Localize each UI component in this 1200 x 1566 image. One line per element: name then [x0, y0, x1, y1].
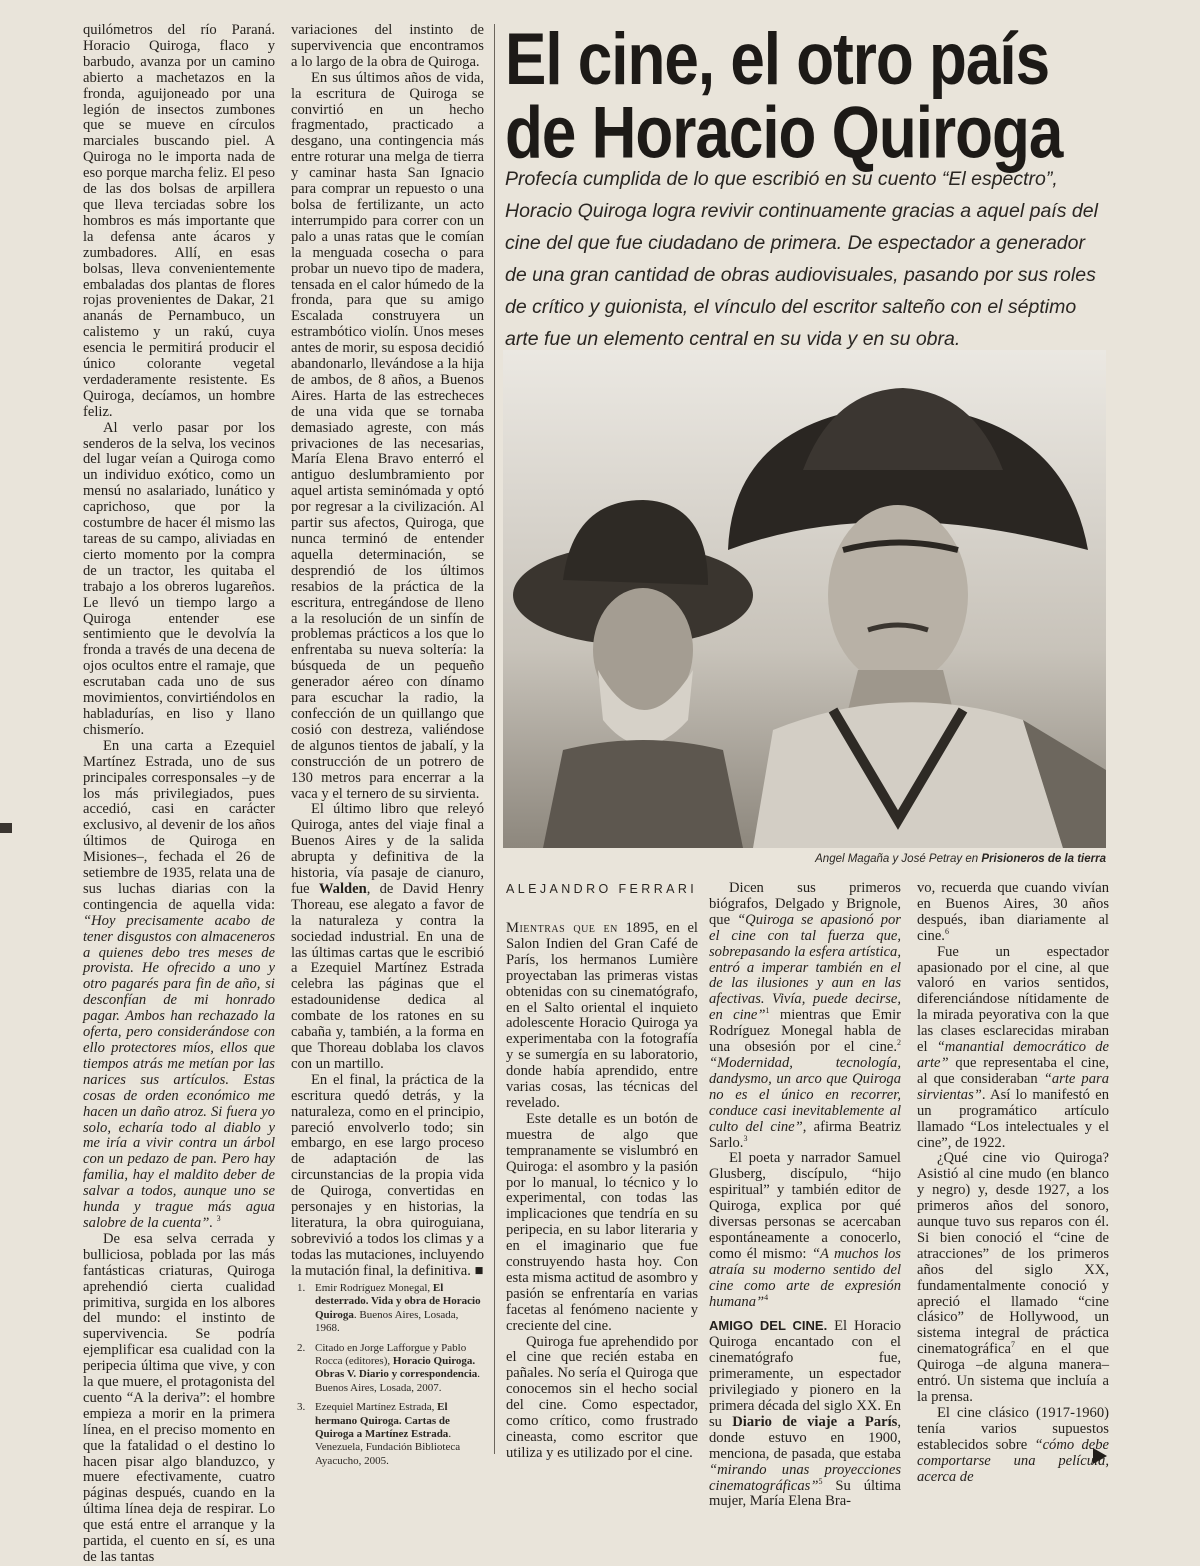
paragraph: ¿Qué cine vio Quiroga? Asistió al cine mudo (en blanco y negro) y, desde 1927, a los primeros años del sonoro, aunque tuvo sus reparos con él. Si bien conoció el “cine de atracciones” de los primeros años del siglo XX, fundamentalmente conoció y apreció el llamado “cine clásico” de Hollywood, un sistema integral de práctica cinematográfica$^7$ en el que Quiroga –de alguna manera– entró. Un sistema que incluía a la prensa. [917, 1150, 1109, 1405]
book-title: Walden [318, 880, 367, 897]
registration-mark [0, 823, 12, 833]
paragraph: AMIGO DEL CINE. El Horacio Quiroga encantado con el cinematógrafo fue, primeramente, un espectador privilegiado y pionero en la primera década del siglo XX. En su Diario de viaje a París, donde estuvo en 1900, menciona, de pasada, que estaba “mirando unas proyecciones cinematográficas”$^5$ Su última mujer, María Elena Bra- [709, 1318, 901, 1510]
paragraph: Fue un espectador apasionado por el cine, al que valoró en varios sentidos, diferenciándose nítidamente de la mirada peyorativa con la que las clases esclarecidas miraban el “manantial democrático de arte” que representaba el cine, al que consideraban “arte para sirvientas”. Así lo manifestó en un programático artículo llamado “Los intelectuales y el cine”, de 1922. [917, 943, 1109, 1151]
paragraph: quilómetros del río Paraná. Horacio Quiroga, flaco y barbudo, avanza por un camino abierto a machetazos en la fronda, aguijoneado por una legión de insectos zumbones que se mueve en círculos marciales buscando piel. A Quiroga no le importa nada de eso porque marcha feliz. El peso de las dos bolsas de arpillera que lleva terciadas sobre los hombros es más importante que la defensa ante ácaros y zumbadores. Allí, en esas bolsas, lleva convenientemente embaladas dos plantas de flores rojas provenientes de Dakar, 21 ananás de Pernambuco, un calistemo y un rakú, cuya esencia le permitirá producir el único colorante vegetal verdaderamente resistente. Es Quiroga, decíamos, un hombre feliz. [83, 22, 275, 420]
footnote: 3. Ezequiel Martínez Estrada, El hermano Quiroga. Cartas de Quiroga a Martínez Estrada. Venezuela, Fundación Biblioteca Ayacucho, 2005. [297, 1401, 461, 1467]
headline: El cine, el otro país de Horacio Quiroga [505, 19, 1063, 174]
continue-arrow-icon [1093, 1448, 1107, 1464]
column-3 [506, 921, 698, 1462]
paragraph: El cine clásico (1917-1960) tenía varios supuestos establecidos sobre “cómo debe comportarse una película, acerca de [917, 1404, 1109, 1485]
footnote-ref: 3 [216, 1214, 221, 1224]
paragraph: En el final, la práctica de la escritura quedó detrás, y la naturaleza, como en el principio, pareció envolverlo todo; sin embargo, en ese largo proceso de adaptación de las circunstancias de la propia vida de Quiroga, convertidas en personajes y en historias, la literatura, la obra quiroguiana, sobrevivió a todos los climas y a todas las mutaciones, incluyendo la mutación final, la definitiva. ■ [291, 1071, 484, 1279]
photo-caption: Angel Magaña y José Petray en Prisioneros de la tierra [815, 853, 1106, 865]
footnotes [297, 1282, 483, 1474]
column-5 [917, 881, 1109, 1485]
column-4 [709, 881, 901, 1510]
column-divider [494, 24, 495, 1454]
lead-in: Mientras que en [506, 920, 618, 936]
paragraph: variaciones del instinto de supervivencia que encontramos a lo largo de la obra de Quiroga. [291, 22, 484, 70]
paragraph: Quiroga fue aprehendido por el cine que recién estaba en pañales. No sería el Quiroga que conocemos sin el hecho social del cine. Como espectador, como crítico, como frustrado cineasta, como escritor que utiliza y es utilizado por el cine. [506, 1333, 698, 1461]
paragraph: Mientras que en 1895, en el Salon Indien del Gran Café de París, los hermanos Lumière proyectaban las primeras vistas obtenidas con su cinematógrafo, en el Salto oriental el inquieto adolescente Horacio Quiroga ya experimentaba con la fotografía y se sumergía en su laboratorio, donde había aprendido, entre varias cosas, las técnicas del revelado. [506, 920, 698, 1111]
byline: ALEJANDRO FERRARI [506, 882, 698, 896]
footnote: 1. Emir Rodríguez Monegal, El desterrado. Vida y obra de Horacio Quiroga. Buenos Aires, Losada, 1968. [297, 1282, 481, 1335]
paragraph: En una carta a Ezequiel Martínez Estrada, uno de sus principales corresponsales –y de los más privilegiados, pues accedió, casi en carácter exclusivo, al devenir de los años últimos de Quiroga en Misiones–, fechada el 26 de setiembre de 1935, relata una de sus luchas diarias con la contingencia de aquella vida: “Hoy precisamente acabo de tener disgustos con almaceneros a quienes debo tres meses de provista. He ofrecido a uno y otro pagarés para fin de año, si desconfían de mi honrado pagar. Ambos han rechazado la oferta, pero considerándose con ello protectores míos, ellos que tiempos atrás me metían por las narices sus artículos. Estas cosas de orden económico me hacen un daño atroz. Si fuera yo solo, echaría todo al diablo y me iría a vivir contra un árbol con un pedazo de pan. Pero hay familia, hay el maldito deber de salvar a todos, aunque uno se hunda y trague más agua salobre de la cuenta”. $^3$ [83, 737, 275, 1231]
paragraph: De esa selva cerrada y bulliciosa, poblada por las más fantásticas criaturas, Quiroga aprehendió cierta cualidad primitiva, surgida en los albores del mundo: el instinto de supervivencia. Se podría ejemplificar esa cualidad con la peripecia última que vive, y con la que muere, el protagonista del cuento “A la deriva”: el hombre empieza a morir en la primera línea, en el preciso momento en que la fatalidad o el destino lo hacen pisar algo blanduzco, y muere efectivamente, cuatro páginas después, cuando en la última línea deja de respirar. Lo que está entre el arranque y la partida, el cuento en sí, es una de las tantas [83, 1230, 275, 1565]
footnote: 2. Citado en Jorge Lafforgue y Pablo Rocca (editores), Horacio Quiroga. Obras V. Diario y correspondencia. Buenos Aires, Losada, 2007. [297, 1341, 481, 1394]
section-subhead: AMIGO DEL CINE. [709, 1318, 828, 1334]
paragraph: El poeta y narrador Samuel Glusberg, discípulo, “hijo espiritual” y también editor de Quiroga, explica por qué diversas personas se acercaban espontáneamente a conocerlo, como él mismo: “A muchos los atraía su moderno sentido del cine como arte de expresión humana”$^4$ [709, 1150, 901, 1310]
deck-subtitle: Profecía cumplida de lo que escribió en su cuento “El espectro”, Horacio Quiroga logra revivir continuamente gracias a aquel país del cine del que fue ciudadano de primera. De espectador a generador de una gran cantidad de obras audiovisuales, pasando por sus roles de crítico y guionista, el vínculo del escritor salteño con el séptimo arte fue un elemento central en su vida y en su obra. [505, 168, 1098, 350]
column-2 [291, 23, 484, 1280]
paragraph: El último libro que releyó Quiroga, antes del viaje final a Buenos Aires y de la salida abrupta y definitiva de la historia, vía pasaje de cianuro, fue Walden, de David Henry Thoreau, ese alegato a favor de la naturaleza y contra la sociedad industrial. En una de las últimas cartas que le escribió a Ezequiel Martínez Estrada celebra las páginas que el estadounidense dedica al combate de los ratones en su cabaña y, también, a la forma en que Thoreau doblaba los clavos con un martillo. [291, 801, 484, 1072]
paragraph: Dicen sus primeros biógrafos, Delgado y Brignole, que “Quiroga se apasionó por el cine con tal fuerza que, sobrepasando la esfera artística, entró a imperar también en el de las ilusiones y aun en las afectivas. Vivía, puede decirse, en cine”$^1$ mientras que Emir Rodríguez Monegal habla de una obsesión por el cine.$^2$ “Modernidad, tecnología, dandysmo, un arco que Quiroga no es el único en recorrer, conduce casi inevitablemente al culto del cine”, afirma Beatriz Sarlo.$^3$ [709, 880, 901, 1151]
end-mark: ■ [474, 1262, 484, 1279]
film-still-photo [503, 350, 1106, 848]
paragraph: vo, recuerda que cuando vivían en Buenos Aires, 30 años después, iban diariamente al cine.$^6$ [917, 880, 1109, 944]
letter-quote: “Hoy precisamente acabo de tener disgustos con almaceneros a quienes debo tres meses de provista. He ofrecido a uno y otro pagarés para fin de año, si desconfían de mi honrado pagar. Ambos han rechazado la oferta, pero considerándose con ello protectores míos, ellos que tiempos atrás me metían por las narices sus artículos. Estas cosas de orden económico me hacen un daño atroz. Si fuera yo solo, echaría todo al diablo y me iría a vivir contra un árbol con un pedazo de pan. Pero hay familia, hay el maldito deber de salvar a todos, aunque uno se hunda y trague más agua salobre de la cuenta”. [83, 912, 275, 1231]
column-1 [83, 23, 275, 1566]
paragraph: Al verlo pasar por los senderos de la selva, los vecinos del lugar veían a Quiroga como un individuo exótico, como un mensú no asalariado, lunático y caprichoso, que por la costumbre de hacer él mismo las tareas de su campo, aliviadas en cierto momento por la compra de un tractor, les quitaba el trabajo a los obreros lugareños. Le llevó un tiempo largo a Quiroga entender ese sentimiento que le devolvía la fronda a través de una decena de ojos ocultos entre el ramaje, que escrutaban cada uno de sus movimientos, convirtiéndolos en habladurías, en liso y llano chismerío. [83, 419, 275, 738]
paragraph: Este detalle es un botón de muestra de algo que tempranamente se vislumbró en Quiroga: el asombro y la pasión por lo manual, lo técnico y lo experimental, con todas las implicaciones que tendría en su peripecia, en su labor literaria y en el imaginario que fue construyendo hasta hoy. Con esta misma actitud de asombro y pasión se enfrentaría en varias facetas al fenómeno naciente y creciente del cine. [506, 1110, 698, 1334]
paragraph: En sus últimos años de vida, la escritura de Quiroga se convirtió en un hecho fragmentado, practicado a desgano, una contingencia más entre roturar una melga de tierra y caminar hasta San Ignacio para comprar un repuesto o una bolsa de fertilizante, un acto interrumpido para correr con un palo a unas ratas que le comían la menguada cosecha o para probar un nuevo tipo de madera, tensada en el calor húmedo de la fronda, para que su amigo Escalada construyera un estrambótico violín. Unos meses antes de morir, su esposa decidió abandonarlo, llevándose a la hija de ambos, de 8 años, a Buenos Aires. Harta de las estrecheces de una vida que se tornaba demasiado agreste, con más privaciones de las necesarias, María Elena Bravo enterró el antiguo deslumbramiento por aquel artista seminómada y optó por regresar a la civilización. Al partir sus afectos, Quiroga, que nunca terminó de entender aquella determinación, se desprendió de los últimos resabios de la práctica de la escritura, entregándose de lleno a la resolución de un sinfín de problemas prácticos a los que lo enfrentaba su nueva soltería: la búsqueda de un pequeño generador aéreo con dínamo para escuchar la radio, la confección de un quillango que cosió con destreza, valiéndose de algunos tientos de jabalí, y la construcción de un potrero de 130 metros para encerrar a la vaca y el ternero de su sirvienta. [291, 69, 484, 802]
photo-illustration [503, 350, 1106, 848]
